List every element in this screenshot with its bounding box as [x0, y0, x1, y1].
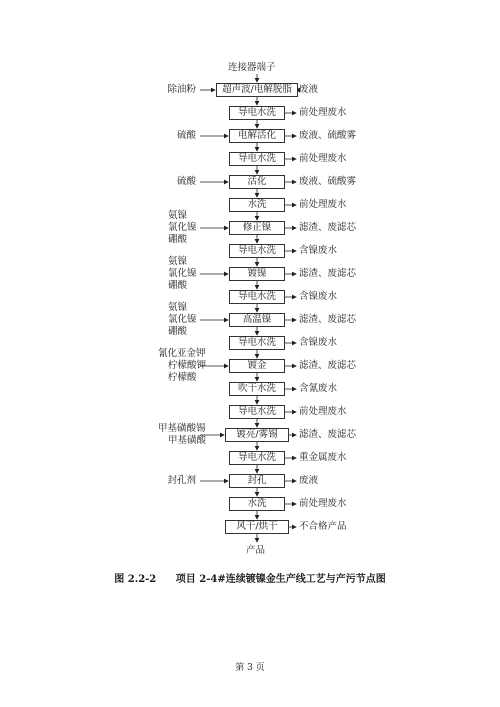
figure-caption: [0, 570, 500, 585]
output-label: 前处理废水: [299, 153, 347, 164]
input-label: 柠檬酸: [168, 372, 197, 383]
output-label: 前处理废水: [299, 498, 347, 509]
process-step-box: 高温镍: [229, 313, 285, 327]
output-label: 废液: [299, 475, 319, 486]
input-label: 氨镍: [168, 210, 188, 221]
input-label: 氰化亚金钾: [158, 348, 206, 359]
figure-title: 项目 2-4#连续镀镍金生产线工艺与产污节点图: [175, 574, 386, 585]
process-step-box: 修正镍: [229, 221, 285, 235]
input-label: 封孔剂: [167, 475, 196, 486]
input-label: 氨镍: [168, 302, 188, 313]
start-label: 连接器端子: [228, 62, 276, 73]
input-label: 氨镍: [168, 256, 188, 267]
output-label: 前处理废水: [299, 107, 347, 118]
input-label: 硫酸: [176, 176, 196, 187]
output-label: 重金属废水: [299, 452, 347, 463]
process-step-box: 吹干水洗: [229, 382, 285, 396]
input-label: 硼酸: [168, 280, 188, 291]
process-step-box: 导电水洗: [229, 244, 285, 258]
process-step-box: 活化: [229, 175, 285, 189]
input-label: 氯化镍: [168, 222, 197, 233]
end-label: 产品: [246, 545, 266, 556]
output-label: 含氰废水: [299, 383, 338, 394]
process-step-box: 导电水洗: [229, 336, 285, 350]
input-label: 硼酸: [168, 326, 188, 337]
process-step-box: 导电水洗: [229, 451, 285, 465]
input-label: 氯化镍: [168, 268, 197, 279]
process-step-box: 水洗: [229, 198, 285, 212]
process-step-box: 电解活化: [229, 129, 285, 143]
process-step-box: 导电水洗: [229, 290, 285, 304]
input-label: 氯化镍: [168, 314, 197, 325]
output-label: 不合格产品: [299, 521, 347, 532]
output-label: 含镍废水: [299, 337, 338, 348]
input-label: 柠檬酸钾: [168, 360, 207, 371]
figure-number: 图 2.2-2: [114, 574, 157, 585]
output-label: 含镍废水: [299, 291, 338, 302]
output-label: 前处理废水: [299, 199, 347, 210]
process-step-box: 风干/烘干: [225, 520, 289, 534]
process-step-box: 水洗: [229, 497, 285, 511]
process-step-box: 超声波/电解脱脂: [216, 83, 298, 97]
input-label: 硫酸: [176, 130, 196, 141]
output-label: 废液: [299, 84, 319, 95]
input-label: 甲基磺酸: [168, 435, 207, 446]
process-step-box: 导电水洗: [229, 405, 285, 419]
output-label: 废液、硫酸雾: [299, 130, 357, 141]
process-step-box: 导电水洗: [229, 106, 285, 120]
process-step-box: 镀镍: [229, 267, 285, 281]
process-step-box: 导电水洗: [229, 152, 285, 166]
output-label: 含镍废水: [299, 245, 338, 256]
output-label: 滤渣、废滤芯: [299, 268, 357, 279]
process-step-box: 镀金: [229, 359, 285, 373]
output-label: 滤渣、废滤芯: [299, 314, 357, 325]
output-label: 滤渣、废滤芯: [299, 222, 357, 233]
output-label: 废液、硫酸雾: [299, 176, 357, 187]
page-number: 第 3 页: [235, 663, 265, 673]
input-label: 甲基磺酸锡: [158, 423, 206, 434]
output-label: 滤渣、废滤芯: [299, 429, 357, 440]
output-label: 前处理废水: [299, 406, 347, 417]
input-label: 除油粉: [167, 84, 196, 95]
process-step-box: 封孔: [229, 474, 285, 488]
input-label: 硼酸: [168, 234, 188, 245]
process-step-box: 镀亮/雾锡: [225, 428, 289, 442]
output-label: 滤渣、废滤芯: [299, 360, 357, 371]
